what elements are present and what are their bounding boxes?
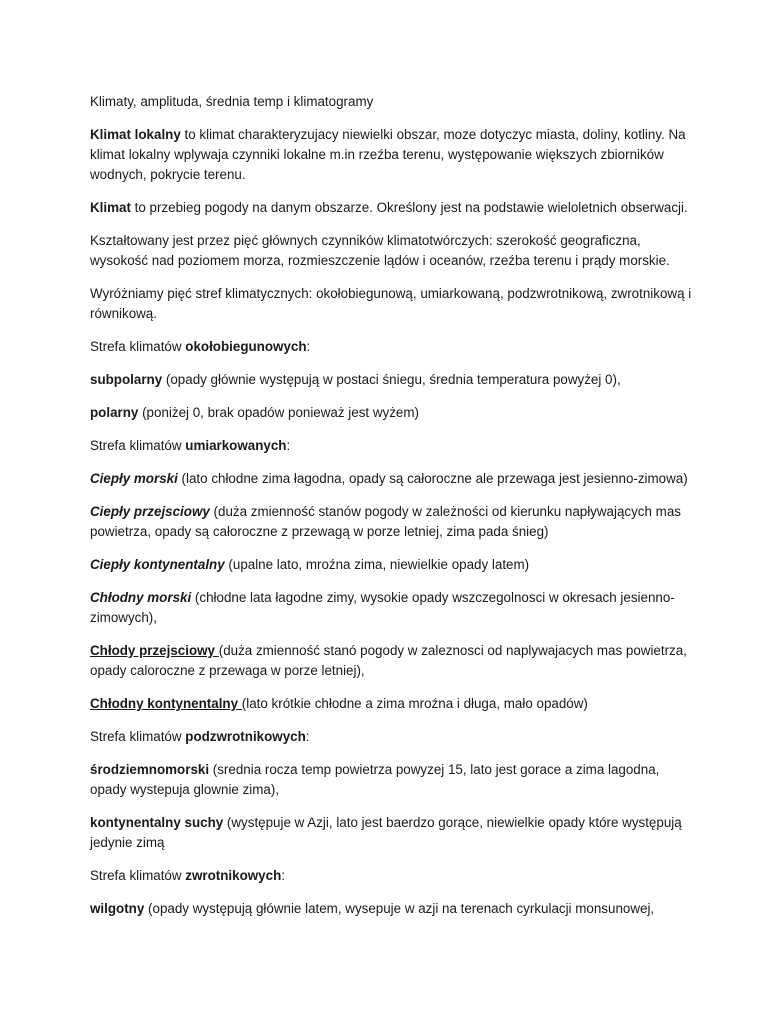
- document-title: Klimaty, amplituda, średnia temp i klimatogramy: [90, 94, 374, 109]
- climate-cieply-morski: [90, 469, 698, 489]
- term: Ciepły kontynentalny: [90, 557, 225, 572]
- heading-prefix: Strefa klimatów: [90, 438, 186, 453]
- heading-term: podzwrotnikowych: [185, 729, 306, 744]
- paragraph-klimat-lokalny: [90, 125, 698, 185]
- description: (duża zmienność stanó pogody w zaleznosci od naplywajacych mas powietrza, opady caloroczne z przewaga w porze letniej),: [90, 643, 687, 678]
- climate-srodziemnomorski: [90, 760, 698, 800]
- term: kontynentalny suchy: [90, 815, 224, 830]
- heading-term: umiarkowanych: [185, 438, 287, 453]
- term: Ciepły morski: [90, 471, 178, 486]
- term: środziemnomorski: [90, 762, 210, 777]
- heading-prefix: Strefa klimatów: [90, 339, 186, 354]
- description: (srednia rocza temp powietrza powyzej 15, lato jest gorace a zima lagodna, opady wystepuja glownie zima),: [90, 762, 660, 797]
- description: (chłodne lata łagodne zimy, wysokie opady wszczegolnosci w okresach jesienno-zimowych),: [90, 590, 675, 625]
- heading-prefix: Strefa klimatów: [90, 868, 186, 883]
- climate-cieply-kontynentalny: [90, 555, 698, 575]
- term: Klimat lokalny: [90, 127, 181, 142]
- description: (upalne lato, mroźna zima, niewielkie opady latem): [224, 557, 530, 572]
- description: (występuje w Azji, lato jest baerdzo gorące, niewielkie opady które występują jedynie zimą: [90, 815, 682, 850]
- paragraph-text: to klimat charakteryzujacy niewielki obszar, moze dotyczyc miasta, doliny, kotliny. Na klimat lokalny wplywaja czynniki lokalne m.in rzeźba terenu, występowanie większych zbiorników wodnych, pokrycie terenu.: [90, 127, 686, 182]
- heading-prefix: Strefa klimatów: [90, 729, 186, 744]
- heading-suffix: :: [281, 868, 285, 883]
- climate-cieply-przejsciowy: [90, 502, 698, 542]
- section-heading-podzwrotnikowe: [90, 727, 698, 747]
- climate-polarny: [90, 403, 698, 423]
- climate-chlody-przejsciowy: [90, 641, 698, 681]
- paragraph-text: to przebieg pogody na danym obszarze. Określony jest na podstawie wieloletnich obserwacji.: [130, 200, 688, 215]
- climate-subpolarny: [90, 370, 698, 390]
- term: Ciepły przejsciowy: [90, 504, 210, 519]
- heading-suffix: :: [306, 339, 311, 354]
- section-heading-umiarkowane: [90, 436, 698, 456]
- description: (opady głównie występują w postaci śniegu, średnia temperatura powyżej 0),: [162, 372, 621, 387]
- paragraph-strefy: Wyróżniamy pięć stref klimatycznych: okołobiegunową, umiarkowaną, podzwrotnikową, zwrotnikową i równikową.: [90, 286, 692, 321]
- heading-term: zwrotnikowych: [185, 868, 282, 883]
- climate-chlodny-morski: [90, 588, 698, 628]
- climate-kontynentalny-suchy: [90, 813, 698, 853]
- heading-suffix: :: [286, 438, 291, 453]
- description: (duża zmienność stanów pogody w zależności od kierunku napływających mas powietrza, opady są całoroczne z przewagą w porze letniej, zima pada śnieg): [90, 504, 681, 539]
- term: Chłodny morski: [90, 590, 192, 605]
- description: (poniżej 0, brak opadów ponieważ jest wyżem): [138, 405, 419, 420]
- heading-term: okołobiegunowych: [185, 339, 307, 354]
- heading-suffix: :: [305, 729, 310, 744]
- term: subpolarny: [90, 372, 163, 387]
- description: (lato krótkie chłodne a zima mroźna i długa, mało opadów): [241, 696, 588, 711]
- paragraph-klimat: [90, 198, 698, 218]
- climate-wilgotny: [90, 899, 698, 919]
- climate-chlodny-kontynentalny: [90, 694, 698, 714]
- description: (opady występują głównie latem, wysepuje w azji na terenach cyrkulacji monsunowej,: [144, 901, 655, 916]
- paragraph-czynniki: Kształtowany jest przez pięć głównych czynników klimatotwórczych: szerokość geograficzna, wysokość nad poziomem morza, rozmieszczenie lądów i oceanów, rzeźba terenu i prądy morskie.: [90, 233, 670, 268]
- term: wilgotny: [90, 901, 145, 916]
- term: Chłody przejsciowy: [90, 643, 219, 658]
- term: Chłodny kontynentalny: [90, 696, 242, 711]
- term: Klimat: [90, 200, 131, 215]
- description: (lato chłodne zima łagodna, opady są całoroczne ale przewaga jest jesienno-zimowa): [177, 471, 688, 486]
- term: polarny: [90, 405, 139, 420]
- section-heading-zwrotnikowe: [90, 866, 698, 886]
- section-heading-okolobiegunowe: [90, 337, 698, 357]
